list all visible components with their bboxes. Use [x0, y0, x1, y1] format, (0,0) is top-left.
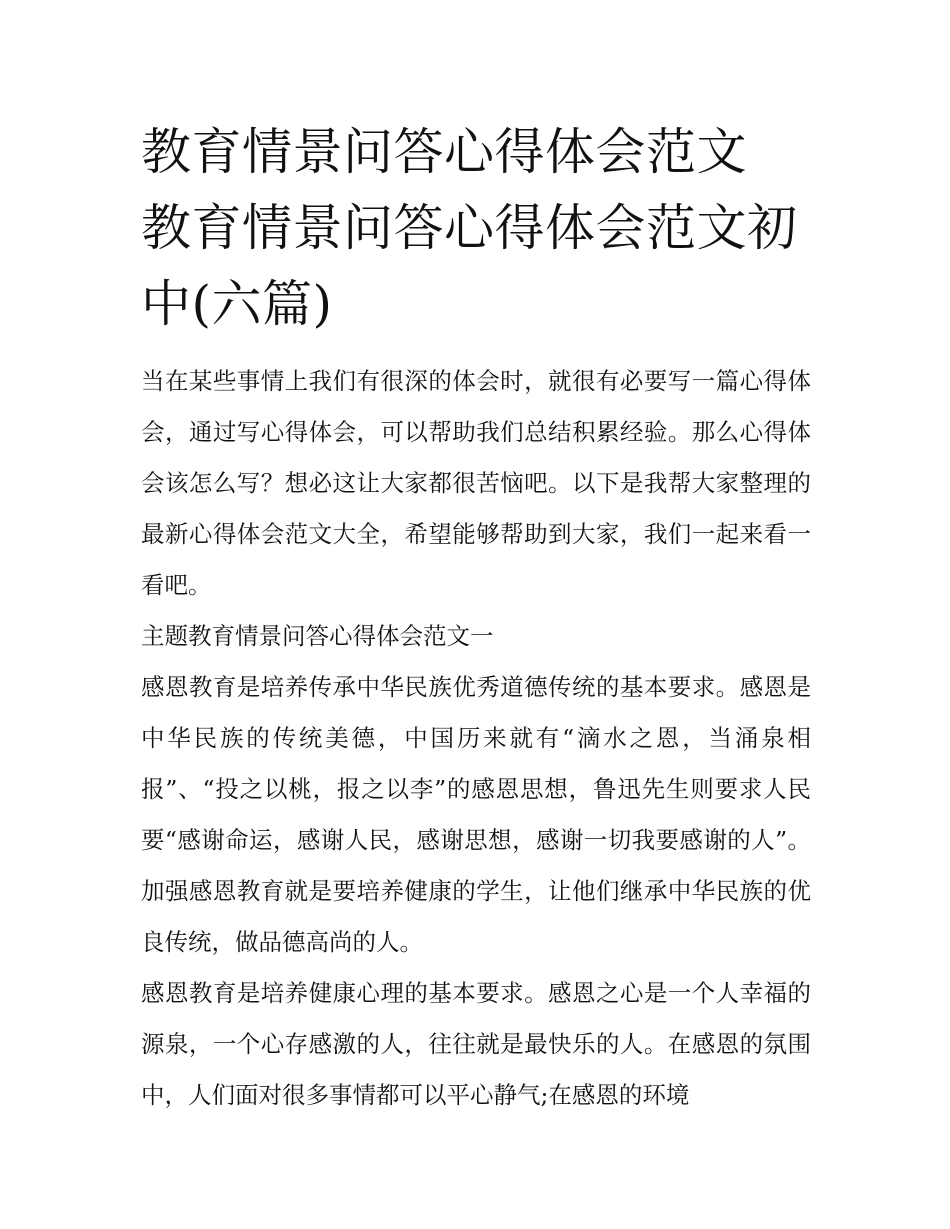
- section-heading: 主题教育情景问答心得体会范文一: [141, 622, 494, 650]
- document-title: 教育情景问答心得体会范文 教育情景问答心得体会范文初中(六篇): [141, 123, 798, 333]
- paragraph-gratitude-tradition: 感恩教育是培养传承中华民族优秀道德传统的基本要求。感恩是中华民族的传统美德，中国历来就有“滴水之恩，当涌泉相报”、“投之以桃，报之以李”的感恩思想，鲁迅先生则要求人民要“感谢命运，感谢人民，感谢思想，感谢一切我要感谢的人”。加强感恩教育就是要培养健康的学生，让他们继承中华民族的优良传统，做品德高尚的人。: [141, 673, 811, 956]
- paragraph-gratitude-psychology: 感恩教育是培养健康心理的基本要求。感恩之心是一个人幸福的源泉，一个心存感激的人，往往就是最快乐的人。在感恩的氛围中，人们面对很多事情都可以平心静气;在感恩的环境: [141, 979, 811, 1109]
- paragraph-intro: 当在某些事情上我们有很深的体会时，就很有必要写一篇心得体会，通过写心得体会，可以帮助我们总结积累经验。那么心得体会该怎么写？想必这让大家都很苦恼吧。以下是我帮大家整理的最新心得体会范文大全，希望能够帮助到大家，我们一起来看一看吧。: [141, 367, 811, 599]
- document-body: [141, 356, 811, 1121]
